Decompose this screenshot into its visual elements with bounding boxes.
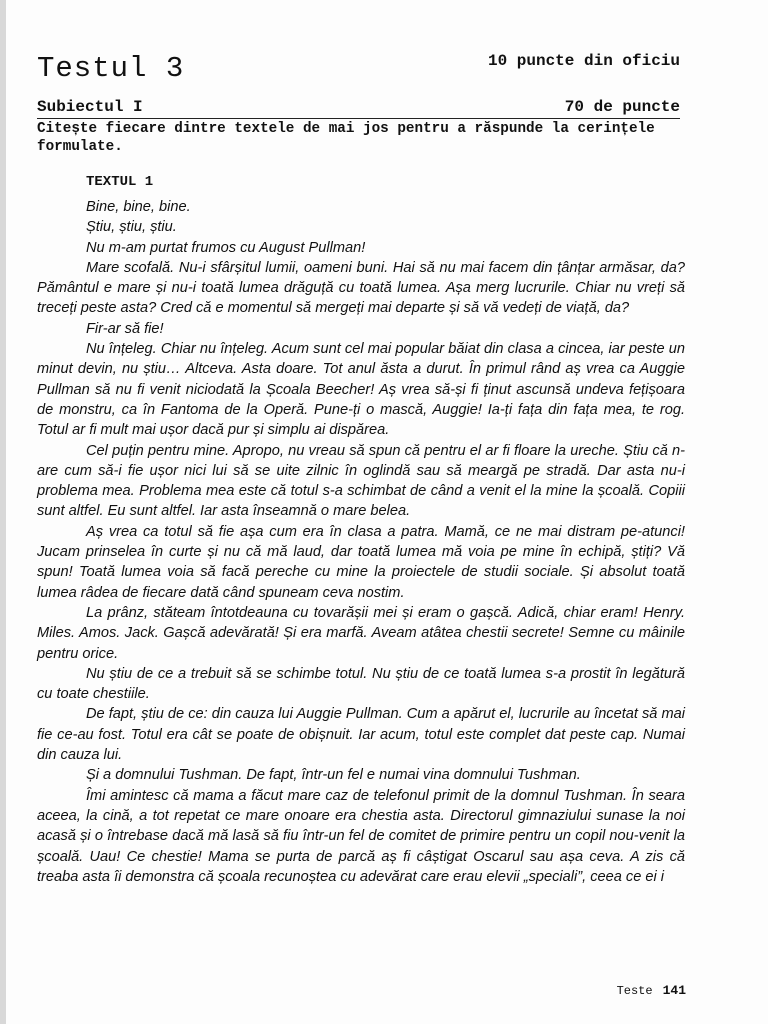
subject-label: Subiectul I [37, 98, 143, 116]
paragraph: Îmi amintesc că mama a făcut mare caz de telefonul primit de la domnul Tushman. În seara aceea, la cină, a tot repetat ce mare onoare era chestia asta. Directorul gimnaziului sunase la noi acasă și o întrebase dacă mă lasă să fiu într-un fel de comitet de primire pentru un copil nou-venit la școală. Uau! Ce chestie! Mama se purta de parcă aș fi câștigat Oscarul sau așa ceva. A zis că treaba asta îi demonstra că școala recunoștea cu adevărat care erau elevii „speciali”, ceea ce ei i [37, 787, 685, 885]
text-label: TEXTUL 1 [86, 174, 154, 190]
subject-points: 70 de puncte [564, 98, 680, 116]
test-title: Testul 3 [37, 52, 185, 85]
page-binding-edge [0, 0, 6, 1024]
paragraph: La prânz, stăteam întotdeauna cu tovarășii mei și eram o gașcă. Adică, chiar eram! Henry. Miles. Amos. Jack. Gașcă adevărată! Și era marfă. Aveam atâtea chestii secrete! Semne cu mâinile pentru orice. [37, 604, 685, 662]
footer-section: Teste [616, 984, 653, 998]
paragraph: Aș vrea ca totul să fie așa cum era în clasa a patra. Mamă, ce ne mai distram pe-atunci! Jucam prinselea în curte și nu că mă laud, dar toată lumea mă voia pe mine în echipă, știți? Vă spun! Toată lumea voia să facă pereche cu mine la proiectele de studii sociale. Și absolut toată lumea râdea de fiecare dată când spuneam ceva nostim. [37, 523, 685, 601]
paragraph: Și a domnului Tushman. De fapt, într-un fel e numai vina domnului Tushman. [86, 767, 581, 784]
page-number: 141 [662, 983, 686, 998]
subject-row [37, 96, 680, 119]
paragraph: De fapt, știu de ce: din cauza lui Auggie Pullman. Cum a apărut el, lucrurile au încetat să mai fie ce-au fost. Totul era cât se poate de obișnuit. Iar acum, totul este complet dat peste cap. Numai din cauza lui. [37, 706, 685, 764]
paragraph: Nu știu de ce a trebuit să se schimbe totul. Nu știu de ce toată lumea s-a prostit în legătură cu toate chestiile. [37, 665, 685, 703]
paragraph: Nu înțeleg. Chiar nu înțeleg. Acum sunt cel mai popular băiat din clasa a cincea, iar peste un minut devin, nu știu… Altceva. Asta doare. Tot anul ăsta a durut. În primul rând aș vrea ca Auggie Pullman să nu fi venit niciodată la Școala Beecher! Aș vrea să-și fi ținut ascunsă undeva fețișoara de monstru, ca în Fantoma de la Operă. Pune-ți o mască, Auggie! Ia-ți fața din fața mea, te rog. Totul ar fi mult mai ușor dacă pur și simplu ai dispărea. [37, 341, 685, 439]
page-footer [617, 983, 686, 998]
instructions: Citește fiecare dintre textele de mai jos pentru a răspunde la cerințele formulate. [37, 121, 655, 155]
paragraph: Cel puțin pentru mine. Apropo, nu vreau să spun că pentru el ar fi floare la ureche. Știu că n-are cum să-i fie ușor nici lui să se uite zilnic în oglindă sau să meargă pe stradă. Dar asta nu-i problema mea. Problema mea este că totul s-a schimbat de când a venit el la mine la școală. Copiii sunt altfel. Eu sunt altfel. Iar asta înseamnă o mare belea. [37, 442, 685, 520]
points-office: 10 puncte din oficiu [487, 52, 680, 70]
body-text [37, 197, 685, 887]
paragraph: Bine, bine, bine. [86, 199, 191, 215]
paragraph: Fir-ar să fie! [86, 320, 164, 337]
paragraph: Știu, știu, știu. [86, 219, 177, 236]
paragraph: Nu m-am purtat frumos cu August Pullman! [86, 239, 366, 256]
paragraph: Mare scofală. Nu-i sfârșitul lumii, oameni buni. Hai să nu mai facem din țânțar armăsar, da? Pământul e mare și nu-i toată lumea drăguță cu toată lumea. Așa merg lucrurile. Chiar nu vreți să treceți peste asta? Cred că e momentul să mergeți mai departe și să vă vedeți de viață, da? [37, 259, 685, 317]
